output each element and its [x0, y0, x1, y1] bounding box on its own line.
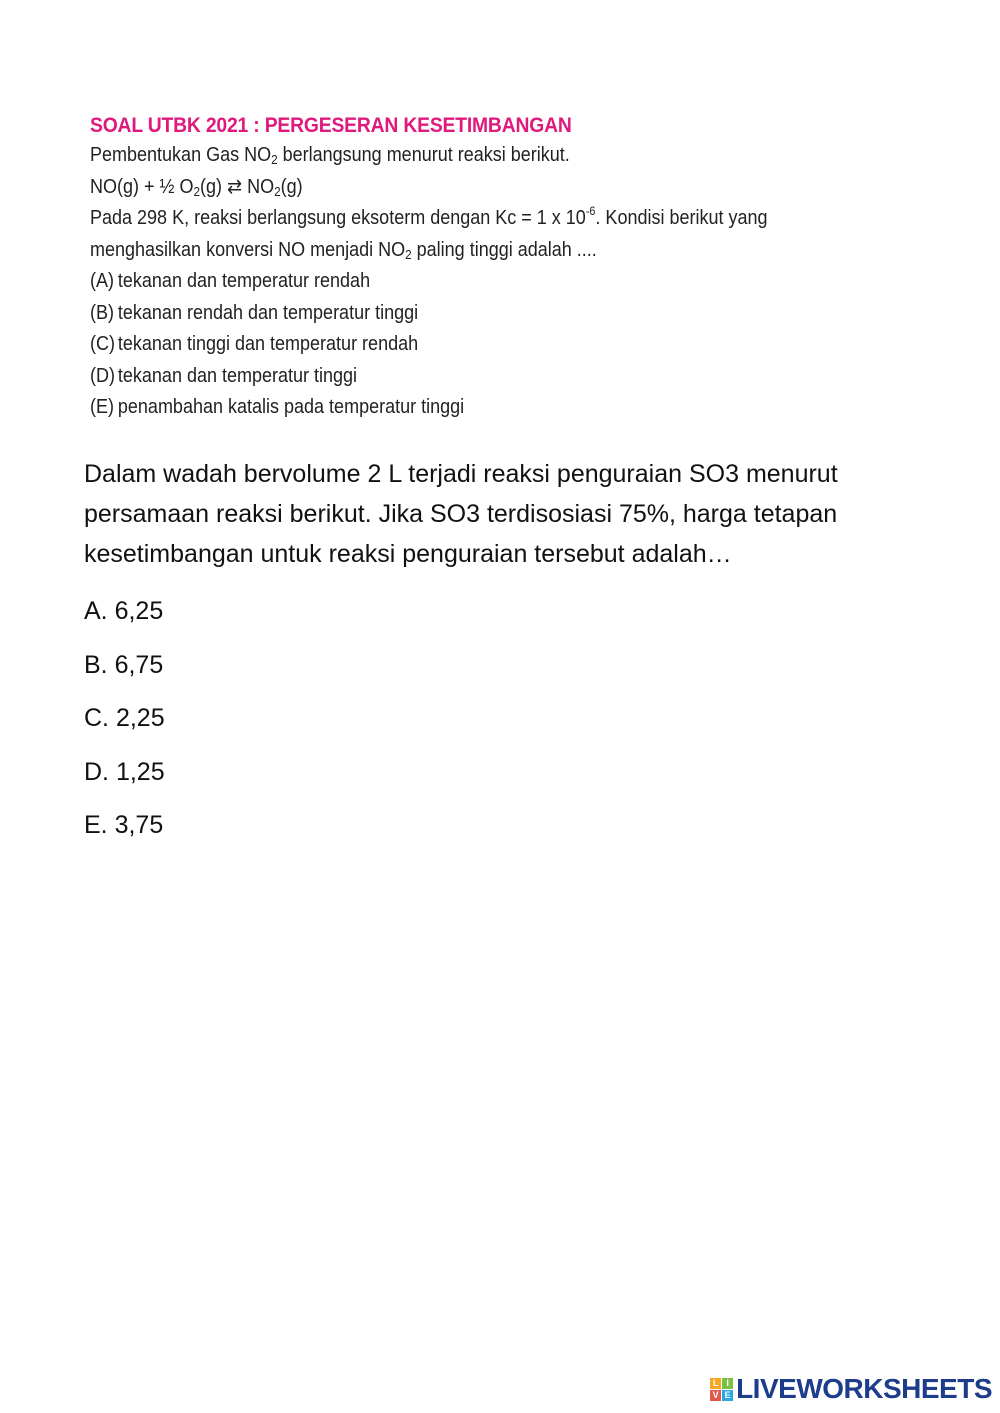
question1-option: (A) tekanan dan temperatur rendah [90, 270, 371, 292]
choice-c: C. 2,25 [84, 704, 165, 732]
question1-condition: Pada 298 K, reaksi berlangsung eksoterm dengan Kc = 1 x $10^{-6}$. Kondisi berikut yang [90, 204, 768, 229]
liveworksheets-logo [710, 1373, 992, 1405]
question2 [84, 454, 944, 864]
question1-intro: Pembentukan Gas $NO_2$ berlangsung menurut reaksi berikut. [90, 144, 570, 167]
choice-d: D. 1,25 [84, 757, 165, 786]
choice-e: E. 3,75 [84, 811, 164, 839]
logo-wordmark: LIVEWORKSHEETS [736, 1373, 992, 1404]
choice-b: B. 6,75 [84, 650, 164, 679]
logo-mark-letter: V [710, 1390, 721, 1401]
question2-stem: Dalam wadah bervolume 2 L terjadi reaksi penguraian SO3 menurut persamaan reaksi berikut. Jika SO3 terdisosiasi 75%, harga tetapan kesetimbangan untuk reaksi penguraian tersebut adalah… [84, 460, 838, 568]
question2-choices [84, 596, 944, 864]
live-icon [710, 1378, 733, 1401]
pasted-question-image [90, 112, 950, 424]
question1-title: SOAL UTBK 2021 : PERGESERAN KESETIMBANGAN [90, 114, 572, 137]
logo-mark-letter: E [722, 1390, 733, 1401]
question1-option: (E) penambahan katalis pada temperatur tinggi [90, 396, 465, 418]
choice-a: A. 6,25 [84, 597, 164, 625]
question1-option: (B) tekanan rendah dan temperatur tinggi [90, 301, 419, 324]
logo-mark-letter: I [722, 1378, 733, 1389]
question1-option: (C) tekanan tinggi dan temperatur rendah [90, 333, 419, 355]
question1-question: menghasilkan konversi NO menjadi $NO_2$ paling tinggi adalah .... [90, 238, 597, 262]
question1-reaction: NO(g) + ½ $O_2(g)$ ⇄ $NO_2(g)$ [90, 175, 303, 199]
question1-option: (D) tekanan dan temperatur tinggi [90, 364, 358, 387]
logo-mark-letter: L [710, 1378, 721, 1389]
